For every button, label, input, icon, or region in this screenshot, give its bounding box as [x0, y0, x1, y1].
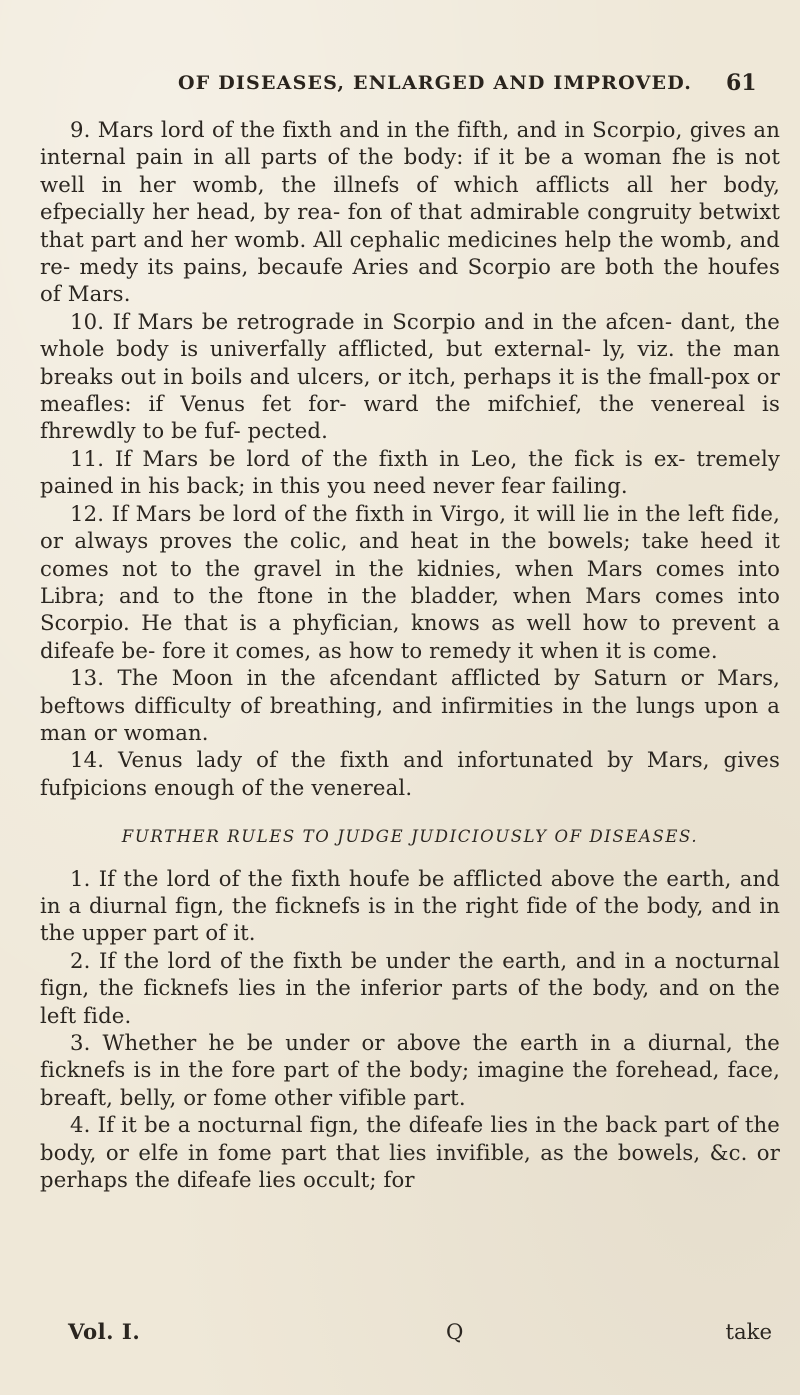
- catchword: take: [725, 1319, 772, 1344]
- rule-1: 1. If the lord of the fixth houfe be afflicted above the earth, and in a diurnal fign, the ficknefs is in the right fide of the body, and in the upper part of it.: [40, 865, 780, 946]
- signature-mark: Q: [446, 1319, 464, 1344]
- paragraph-13: 13. The Moon in the afcendant afflicted by Saturn or Mars, beftows difficulty of breathing, and infirmities in the lungs upon a man or woman.: [40, 665, 780, 745]
- paragraph-10: 10. If Mars be retrograde in Scorpio and in the afcen- dant, the whole body is univerfally afflicted, but external- ly, viz. the man breaks out in boils and ulcers, or itch, perhaps it is the fmall-pox or meafles: if Venus fet for- ward the mifchief, the venereal is fhrewdly to be fuf- pected.: [40, 308, 780, 444]
- page-number: 61: [726, 70, 757, 96]
- rule-3: 3. Whether he be under or above the earth in a diurnal, the ficknefs is in the fore part of the body; imagine the forehead, face, breaft, belly, or fome other vifible part.: [40, 1030, 780, 1110]
- section-heading: FURTHER RULES TO JUDGE JUDICIOUSLY OF DISEASES.: [121, 827, 699, 847]
- paragraph-14: 14. Venus lady of the fixth and infortunated by Mars, gives fufpicions enough of the venereal.: [40, 747, 780, 800]
- rule-4: 4. If it be a nocturnal fign, the difeafe lies in the back part of the body, or elfe in fome part that lies invifible, as the bowels, &c. or perhaps the difeafe lies occult; for: [40, 1112, 780, 1193]
- body-text: [40, 116, 780, 1193]
- page-footer: [40, 1319, 780, 1349]
- paragraph-12: 12. If Mars be lord of the fixth in Virgo, it will lie in the left fide, or always proves the colic, and heat in the bowels; take heed it comes not to the gravel in the kidnies, when Mars comes into Libra; and to the ftone in the bladder, when Mars comes into Scorpio. He that is a phyfician, knows as well how to prevent a difeafe be- fore it comes, as how to remedy it when it is come.: [40, 500, 780, 663]
- paragraph-11: 11. If Mars be lord of the fixth in Leo, the fick is ex- tremely pained in his back; in this you need never fear failing.: [40, 445, 780, 499]
- paragraph-9: 9. Mars lord of the fixth and in the fifth, and in Scorpio, gives an internal pain in all parts of the body: if it be a woman fhe is not well in her womb, the illnefs of which afflicts all her body, efpecially her head, by rea- fon of that admirable congruity betwixt that part and her womb. All cephalic medicines help the womb, and re- medy its pains, becaufe Aries and Scorpio are both the houfes of Mars.: [40, 117, 780, 307]
- running-head: OF DISEASES, ENLARGED AND IMPROVED.: [178, 72, 693, 94]
- page-header: [0, 72, 800, 106]
- volume-label: Vol. I.: [68, 1319, 141, 1344]
- rule-2: 2. If the lord of the fixth be under the earth, and in a nocturnal fign, the ficknefs lies in the inferior parts of the body, and on the left fide.: [40, 947, 780, 1028]
